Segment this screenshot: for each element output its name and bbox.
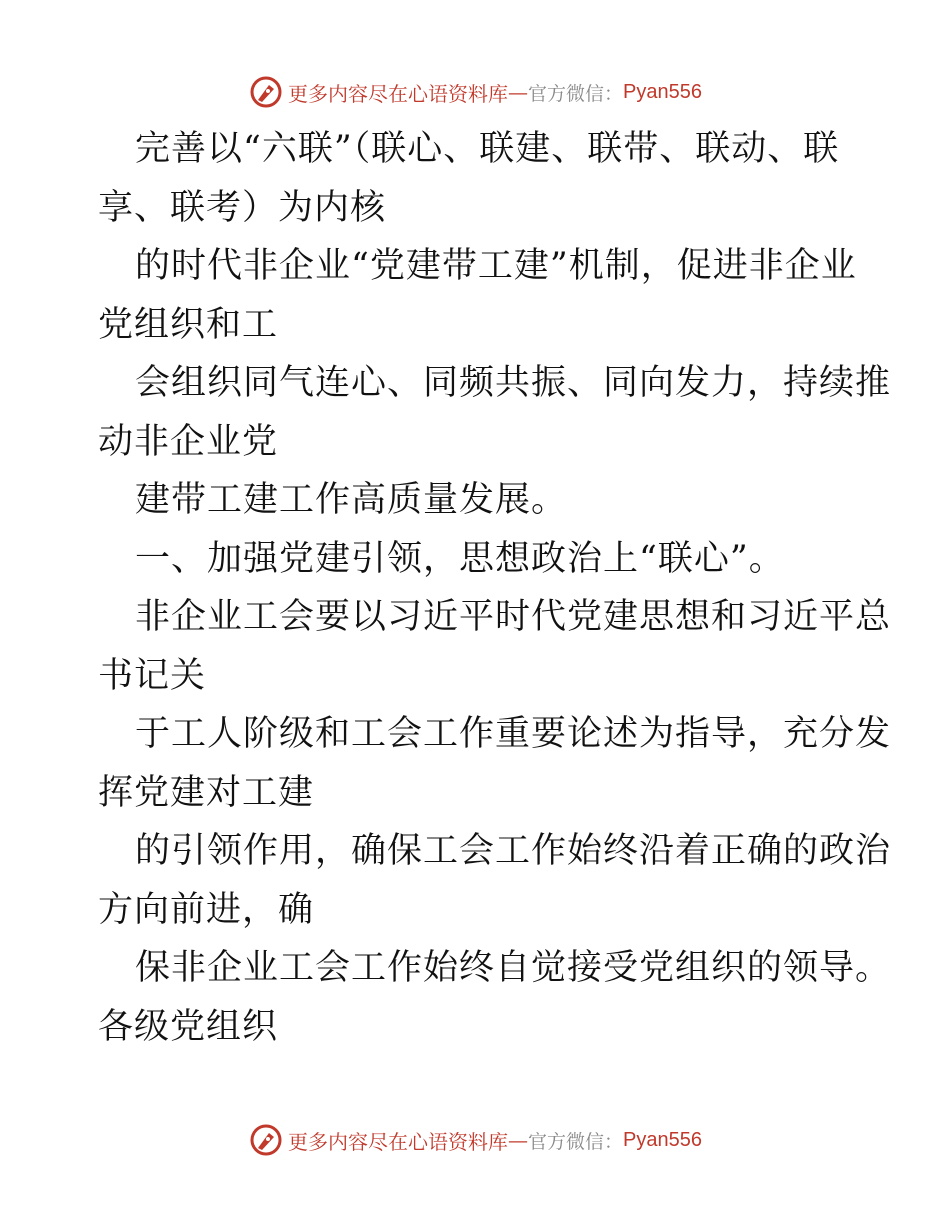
text-line: 各级党组织 [98,1006,279,1047]
header-banner [0,72,950,112]
text-line: 的引领作用，确保工会工作始终沿着正确的政治 [135,831,892,871]
footer-banner [0,1120,950,1160]
banner-wechat-id: Pyan556 [623,80,702,103]
banner-text: 更多内容尽在心语资料库 [288,81,508,106]
text-line: 方向前进，确 [98,889,315,930]
pen-nib-circle-icon [248,1122,284,1158]
text-line: 保非企业工会工作始终自觉接受党组织的领导。 [135,948,892,988]
text-line: 书记关 [98,655,207,696]
text-line: 党组织和工 [98,304,279,345]
pen-nib-circle-icon [248,74,284,110]
text-line: 动非企业党 [98,421,279,462]
banner-wechat-label: 官方微信： [528,82,624,105]
banner-wechat-label: 官方微信： [528,1130,624,1153]
text-line: 建带工建工作高质量发展。 [135,480,568,520]
section-heading: 一、加强党建引领，思想政治上“联心”。 [135,538,785,579]
text-line: 的时代非企业“党建带工建”机制，促进非企业 [135,246,857,286]
banner-separator: — [508,1128,528,1152]
text-line: 挥党建对工建 [98,772,315,813]
banner-text: 更多内容尽在心语资料库 [288,1129,508,1154]
text-line: 会组织同气连心、同频共振、同向发力，持续推 [135,363,892,403]
banner-separator: — [508,80,528,104]
document-body [98,120,892,1056]
text-line: 于工人阶级和工会工作重要论述为指导，充分发 [135,714,892,754]
banner-wechat-id: Pyan556 [623,1128,702,1151]
text-line: 完善以“六联”（联心、联建、联带、联动、联 [135,129,840,169]
text-line: 享、联考）为内核 [98,187,387,228]
text-line: 非企业工会要以习近平时代党建思想和习近平总 [135,597,892,637]
